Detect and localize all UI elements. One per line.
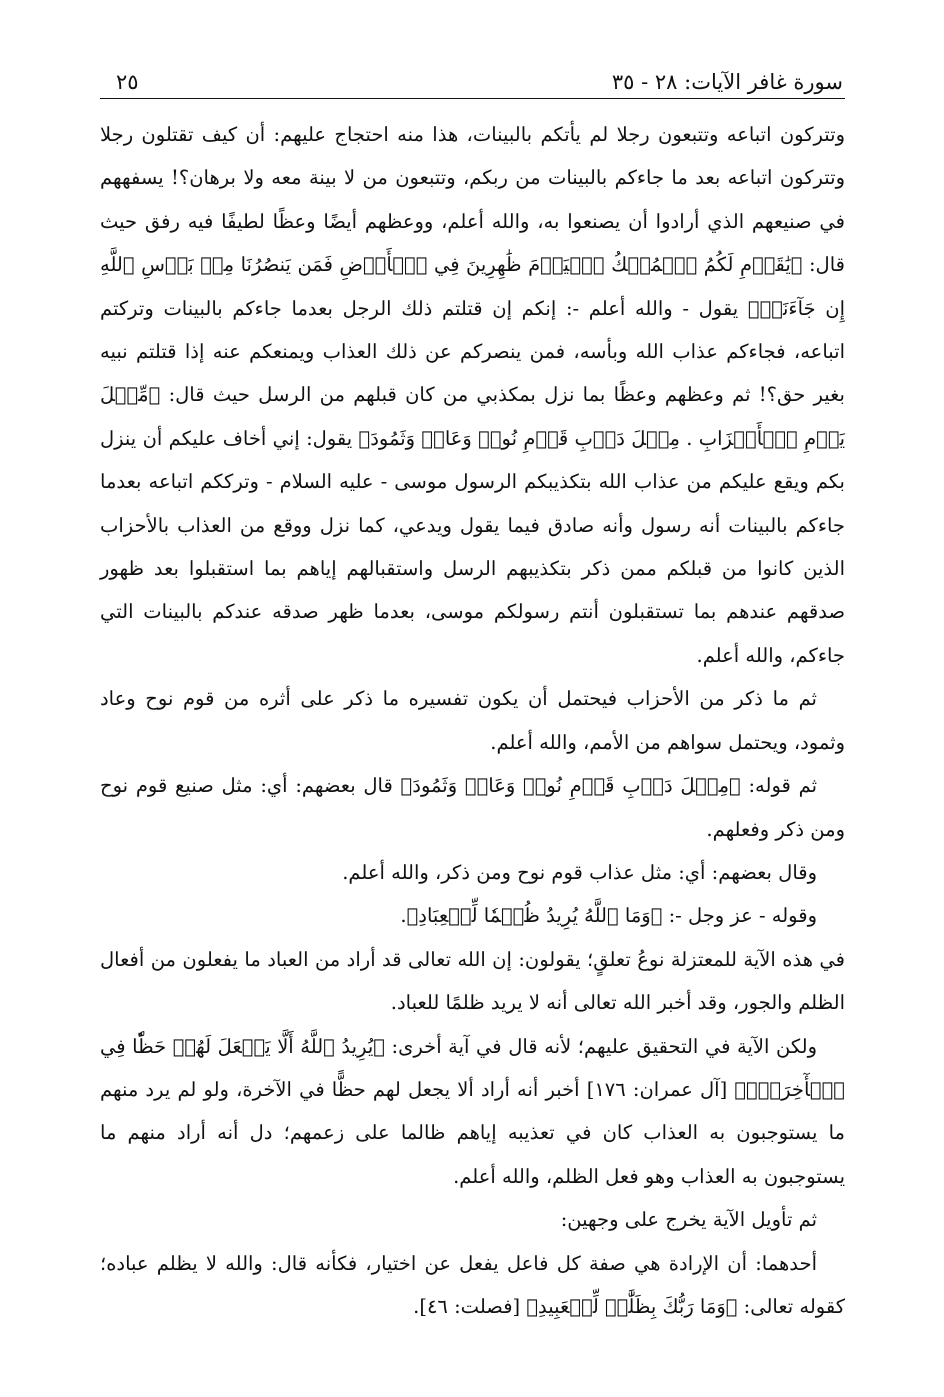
paragraph: ولكن الآية في التحقيق عليهم؛ لأنه قال في آية أخرى: ﴿يُرِيدُ ٱللَّهُ أَلَّا يَجۡعَلَ لَهُمۡ حَظّٗا فِي ٱلۡأٓخِرَةِۖ﴾ [آل عمران: ١٧٦] أخبر أنه أراد ألا يجعل لهم حظًّا في الآخرة، ولو لم يرد منهم ما يستوجبون به العذاب كان في تعذيبه إياهم ظالما على زعمهم؛ دل أنه أراد منهم ما يستوجبون به العذاب وهو فعل الظلم، والله أعلم.: [100, 1034, 845, 1188]
paragraph: ثم ما ذكر من الأحزاب فيحتمل أن يكون تفسيره ما ذكر على أثره من قوم نوح وعاد وثمود، ويحتمل سواهم من الأمم، والله أعلم.: [100, 687, 845, 754]
paragraph: أحدهما: أن الإرادة هي صفة كل فاعل يفعل عن اختيار، فكأنه قال: والله لا يظلم عباده؛ كقوله تعالى: ﴿وَمَا رَبُّكَ بِظَلَّٰمٖ لِّلۡعَبِيدِ﴾ [فصلت: ٤٦].: [100, 1251, 845, 1318]
page-number: ٢٥: [116, 70, 139, 94]
chapter-title: سورة غافر الآيات: ٢٨ - ٣٥: [611, 70, 843, 94]
paragraph: وتتركون اتباعه وتتبعون رجلا لم يأتكم بالبينات، هذا منه احتجاج عليهم: أن كيف تقتلون رجلا وتتركون اتباعه بعد ما جاءكم بالبينات من ربكم، وتتبعون من لا بينة معه ولا برهان؟! يسفههم في صنيعهم الذي أرادوا أن يصنعوا به، والله أعلم، ووعظهم أيضًا وعظًا لطيفًا فيه رفق حيث قال: ﴿يَٰقَوۡمِ لَكُمُ ٱلۡمُلۡكُ ٱلۡيَوۡمَ ظَٰهِرِينَ فِي ٱلۡأَرۡضِ فَمَن يَنصُرُنَا مِنۢ بَأۡسِ ٱللَّهِ إِن جَآءَنَاۚ﴾ يقول - والله أعلم -: إنكم إن قتلتم ذلك الرجل بعدما جاءكم بالبينات وتركتم اتباعه، فجاءكم عذاب الله وبأسه، فمن ينصركم عن ذلك العذاب ويمنعكم عنه إذا قتلتم نبيه بغير حق؟! ثم وعظهم وعظًا بما نزل بمكذبي من كان قبلهم من الرسل حيث قال: ﴿مِّثۡلَ يَوۡمِ ٱلۡأَحۡزَابِ . مِثۡلَ دَأۡبِ قَوۡمِ نُوحٖ وَعَادٖ وَثَمُودَ﴾ يقول: إني أخاف عليكم أن ينزل بكم ويقع عليكم من عذاب الله بتكذيبكم الرسول موسى - عليه السلام - وترككم اتباعه بعدما جاءكم بالبينات أنه رسول وأنه صادق فيما يقول ويدعي، كما نزل ووقع من العذاب بالأحزاب الذين كانوا من قبلكم ممن ذكر بتكذيبهم الرسل واستقبالهم إياهم بما استقبلوا بعد ظهور صدقهم عندهم بما تستقبلون أنتم رسولكم موسى، بعدما ظهر صدقه عندكم بالبينات التي جاءكم، والله أعلم.: [100, 123, 845, 667]
paragraph: في هذه الآية للمعتزلة نوعُ تعلقٍ؛ يقولون: إن الله تعالى قد أراد من العباد ما يفعلون من أفعال الظلم والجور، وقد أخبر الله تعالى أنه لا يريد ظلمًا للعباد.: [100, 947, 845, 1015]
running-header: [100, 60, 845, 99]
book-page: [100, 60, 845, 1328]
paragraph: ثم قوله: ﴿مِثۡلَ دَأۡبِ قَوۡمِ نُوحٖ وَعَادٖ وَثَمُودَ﴾ قال بعضهم: أي: مثل صنيع قوم نوح ومن ذكر وفعلهم.: [100, 774, 845, 841]
paragraph: وقال بعضهم: أي: مثل عذاب قوم نوح ومن ذكر، والله أعلم.: [342, 860, 817, 884]
paragraph: ثم تأويل الآية يخرج على وجهين:: [560, 1208, 817, 1232]
paragraph: وقوله - عز وجل -: ﴿وَمَا ٱللَّهُ يُرِيدُ ظُلۡمٗا لِّلۡعِبَادِ﴾.: [400, 904, 817, 928]
body-text: [100, 113, 845, 1328]
